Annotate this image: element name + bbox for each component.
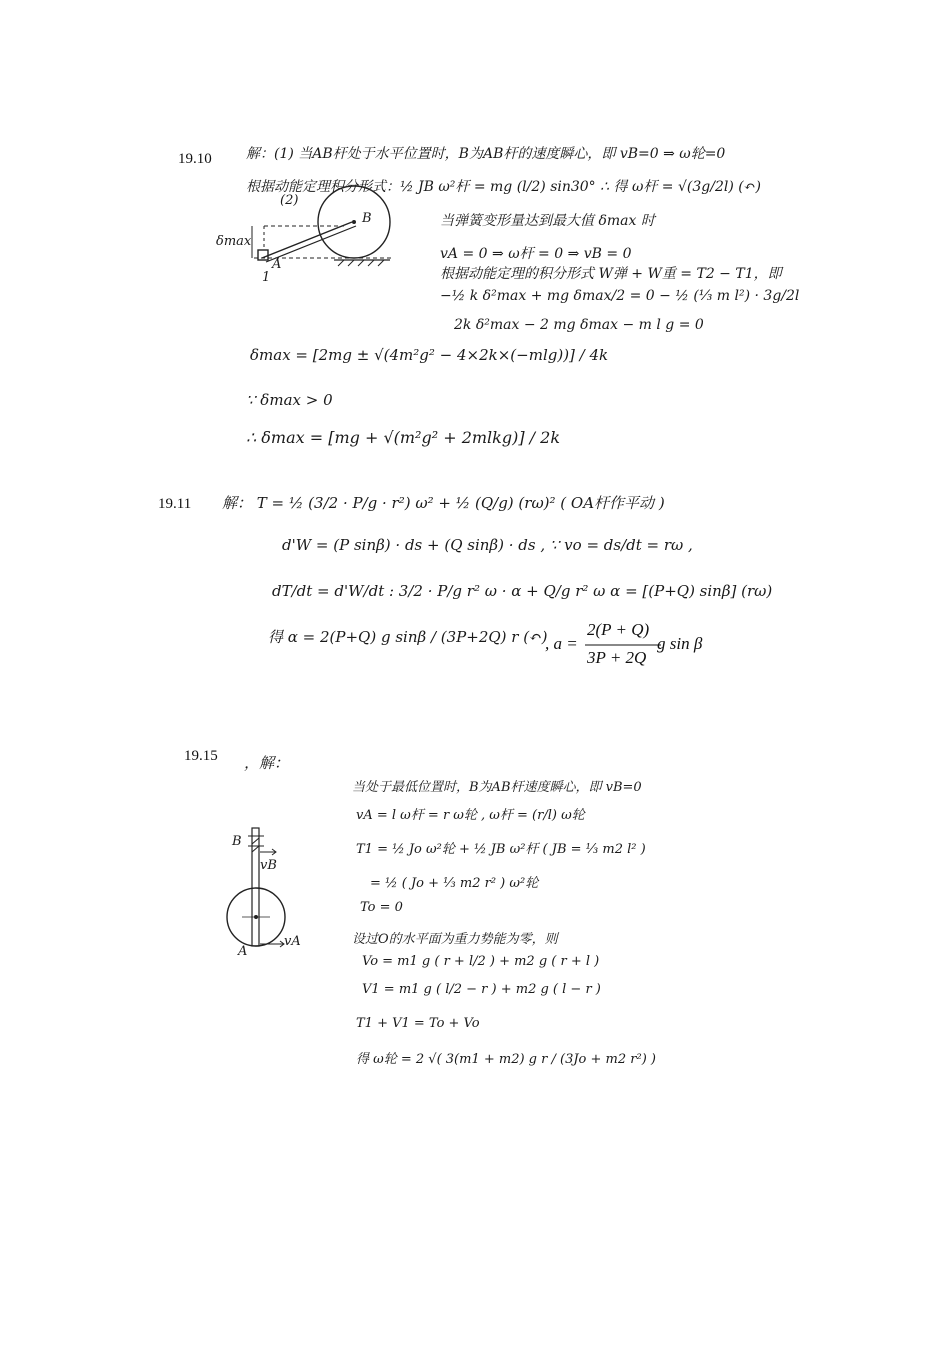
solution-line: d'W = (P sinβ) · ds + (Q sinβ) · ds , ∵ vo = ds/dt = rω ,: [282, 536, 693, 554]
solution-line: 得 α = 2(P+Q) g sinβ / (3P+2Q) r (↶): [268, 628, 548, 646]
typed-suffix: g sin β: [657, 634, 703, 653]
solution-line: ∵ δmax > 0: [246, 391, 333, 409]
solution-line: vA = l ω杆 = r ω轮 , ω杆 = (r/l) ω轮: [356, 808, 585, 823]
solution-line: ∴ δmax = [mg + √(m²g² + 2mlkg)] / 2k: [246, 428, 561, 447]
solution-line: −½ k δ²max + mg δmax/2 = 0 − ½ (⅓ m l²) · 3g/2l: [440, 288, 800, 304]
figure-label-delta-max: δmax: [216, 234, 252, 249]
figure-label-A: A: [272, 257, 282, 272]
typed-acceleration-formula: [545, 620, 725, 668]
solution-line: 设过O的水平面为重力势能为零，则: [352, 932, 558, 947]
solution-line: 当处于最低位置时，B为AB杆速度瞬心，即 vB=0: [352, 780, 642, 795]
solution-line: 解：(1) 当AB杆处于水平位置时，B为AB杆的速度瞬心，即 vB=0 ⇒ ω轮=0: [246, 146, 726, 162]
typed-numerator: 2(P + Q): [587, 620, 650, 639]
figure-label-B: B: [362, 211, 372, 226]
figure-label-1: 1: [262, 270, 271, 285]
solution-line: = ½ ( Jo + ⅓ m2 r² ) ω²轮: [370, 876, 539, 891]
solution-line: To = 0: [360, 900, 403, 915]
solution-line: 根据动能定理积分形式：½ JB ω²杆 = mg (l/2) sin30° ∴ 得 ω杆 = √(3g/2l) (↶): [246, 179, 761, 195]
typed-fraction-bar: [585, 644, 665, 646]
problem-number-19-10: 19.10: [178, 151, 212, 167]
solution-line: dT/dt = d'W/dt : 3/2 · P/g r² ω · α + Q/g r² ω α = [(P+Q) sinβ] (rω): [272, 582, 773, 600]
problem-number-19-11: 19.11: [158, 496, 192, 512]
solution-line: Vo = m1 g ( r + l/2 ) + m2 g ( r + l ): [362, 954, 600, 969]
solution-line: T1 + V1 = To + Vo: [356, 1016, 480, 1031]
solution-line: T1 = ½ Jo ω²轮 + ½ JB ω²杆 ( JB = ⅓ m2 l² ): [356, 842, 646, 857]
solution-line: 根据动能定理的积分形式 W弹 + W重 = T2 − T1，即: [440, 266, 782, 282]
solution-line: 得 ω轮 = 2 √( 3(m1 + m2) g r / (3Jo + m2 r²) ): [356, 1052, 656, 1067]
typed-denominator: 3P + 2Q: [587, 648, 647, 667]
figure-label-vA: vA: [284, 934, 301, 949]
typed-prefix: , a =: [545, 634, 578, 653]
figure-label-vB: vB: [260, 858, 277, 873]
figure-label-A: A: [238, 944, 248, 959]
wheel-rod-spring-figure: [214, 188, 384, 278]
solution-line: 当弹簧变形量达到最大值 δmax 时: [440, 213, 655, 229]
solution-line: δmax = [2mg ± √(4m²g² − 4×2k×(−mlg))] / 4k: [250, 346, 609, 364]
solution-line: vA = 0 ⇒ ω杆 = 0 ⇒ vB = 0: [440, 246, 632, 262]
solution-line: ，解：: [244, 754, 290, 772]
solution-line: V1 = m1 g ( l/2 − r ) + m2 g ( l − r ): [362, 982, 601, 997]
figure-label-step: (2): [280, 193, 299, 208]
solution-line: 2k δ²max − 2 mg δmax − m l g = 0: [454, 317, 704, 333]
figure-label-B: B: [232, 834, 242, 849]
problem-number-19-15: 19.15: [184, 748, 218, 764]
solution-line: 解： T = ½ (3/2 · P/g · r²) ω² + ½ (Q/g) (rω)² ( OA杆作平动 ): [222, 494, 665, 512]
